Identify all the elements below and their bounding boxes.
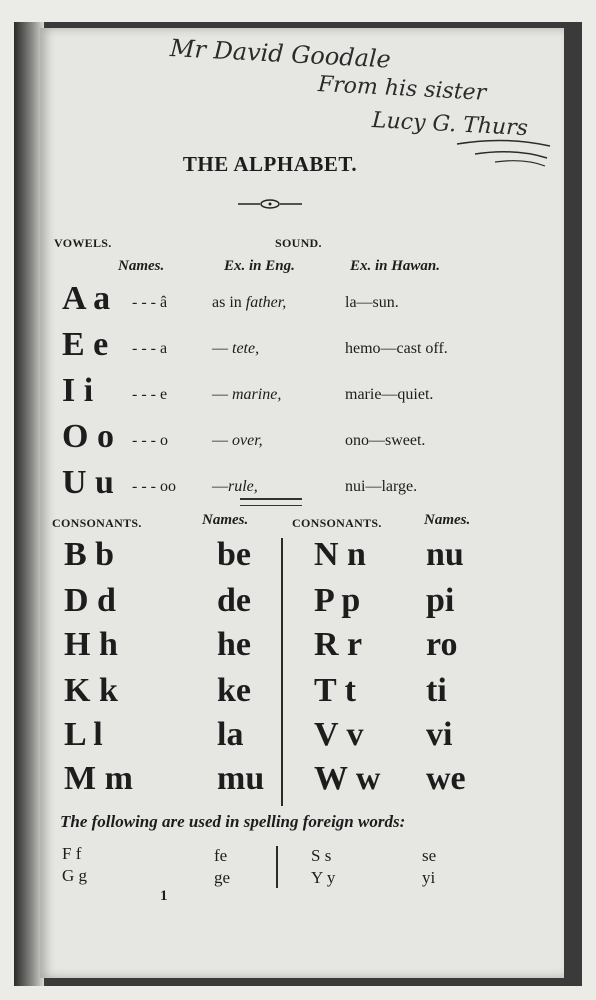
vowel-name: - - - e: [132, 386, 168, 403]
vowel-row: [0, 418, 560, 464]
consonant-letters-left: L l: [64, 716, 103, 753]
foreign-name-left: fe: [214, 846, 228, 865]
foreign-letters-right: Y y: [311, 868, 336, 887]
consonant-letters-right: V v: [314, 716, 364, 753]
consonant-name-right: vi: [426, 716, 453, 753]
col-eng-header: Ex. in Eng.: [224, 258, 295, 274]
consonants-label-left: CONSONANTS.: [52, 516, 142, 530]
consonant-name-right: pi: [426, 582, 455, 619]
vowel-letters: O o: [62, 418, 114, 455]
consonant-name-right: nu: [426, 536, 464, 573]
vowel-row: [0, 372, 560, 418]
ornament-icon: [238, 198, 302, 210]
vowel-name: - - - a: [132, 340, 168, 357]
column-divider: [281, 538, 283, 806]
sound-label: SOUND.: [275, 236, 322, 250]
consonant-name-left: la: [217, 716, 244, 753]
consonant-letters-left: M m: [64, 760, 133, 797]
consonant-name-left: he: [217, 626, 251, 663]
consonant-name-left: ke: [217, 672, 251, 709]
section-divider: [240, 498, 302, 506]
vowel-letters: U u: [62, 464, 114, 501]
foreign-letters-left: F f: [62, 844, 82, 863]
foreign-name-left: ge: [214, 868, 231, 887]
consonant-letters-left: B b: [64, 536, 115, 573]
inscription-line-3: Lucy G. Thurs: [371, 108, 529, 142]
vowel-haw-example: ono—sweet.: [345, 432, 426, 449]
vowel-row: [0, 326, 560, 372]
vowel-eng-example: — marine,: [212, 386, 282, 403]
consonant-name-right: ti: [426, 672, 447, 709]
page-number: 1: [160, 888, 168, 904]
vowel-haw-example: nui—large.: [345, 478, 418, 495]
vowel-eng-example: — tete,: [212, 340, 260, 357]
consonant-letters-right: R r: [314, 626, 363, 663]
vowel-letters: E e: [62, 326, 109, 363]
foreign-column-divider: [276, 846, 278, 888]
consonant-name-right: ro: [426, 626, 458, 663]
vowel-name: - - - o: [132, 432, 168, 449]
vowel-haw-example: hemo—cast off.: [345, 340, 448, 357]
col-haw-header: Ex. in Hawan.: [350, 258, 441, 274]
consonant-name-left: be: [217, 536, 251, 573]
vowel-letters: I i: [62, 372, 94, 409]
consonant-letters-right: N n: [314, 536, 366, 573]
vowel-name: - - - oo: [132, 478, 176, 495]
consonant-letters-right: T t: [314, 672, 356, 709]
consonants-label-right: CONSONANTS.: [292, 516, 382, 530]
col-names-header: Names.: [118, 258, 165, 274]
vowel-name: - - - â: [132, 294, 168, 311]
consonant-name-left: mu: [217, 760, 265, 797]
foreign-letters-right: S s: [311, 846, 332, 865]
vowel-row: [0, 280, 560, 326]
inscription-line-2: From his sister: [317, 72, 487, 106]
vowel-eng-example: as in father,: [212, 294, 287, 311]
consonant-names-header-left: Names.: [202, 512, 249, 528]
consonant-letters-right: W w: [314, 760, 381, 797]
vowels-label: VOWELS.: [54, 236, 112, 250]
vowel-eng-example: —rule,: [212, 478, 258, 495]
foreign-name-right: se: [422, 846, 437, 865]
foreign-letters-left: G g: [62, 866, 88, 885]
foreign-words-heading: The following are used in spelling foreign words:: [60, 812, 406, 831]
consonant-names-header-right: Names.: [424, 512, 471, 528]
vowel-eng-example: — over,: [212, 432, 263, 449]
inscription-line-1: Mr David Goodale: [169, 34, 392, 74]
foreign-name-right: yi: [422, 868, 436, 887]
consonant-letters-left: D d: [64, 582, 116, 619]
consonant-letters-left: K k: [64, 672, 118, 709]
consonant-name-right: we: [426, 760, 466, 797]
vowel-letters: A a: [62, 280, 111, 317]
consonant-letters-left: H h: [64, 626, 118, 663]
consonant-letters-right: P p: [314, 582, 361, 619]
vowel-haw-example: la—sun.: [345, 294, 399, 311]
page-title: THE ALPHABET.: [182, 152, 358, 176]
vowel-haw-example: marie—quiet.: [345, 386, 434, 403]
consonant-name-left: de: [217, 582, 251, 619]
